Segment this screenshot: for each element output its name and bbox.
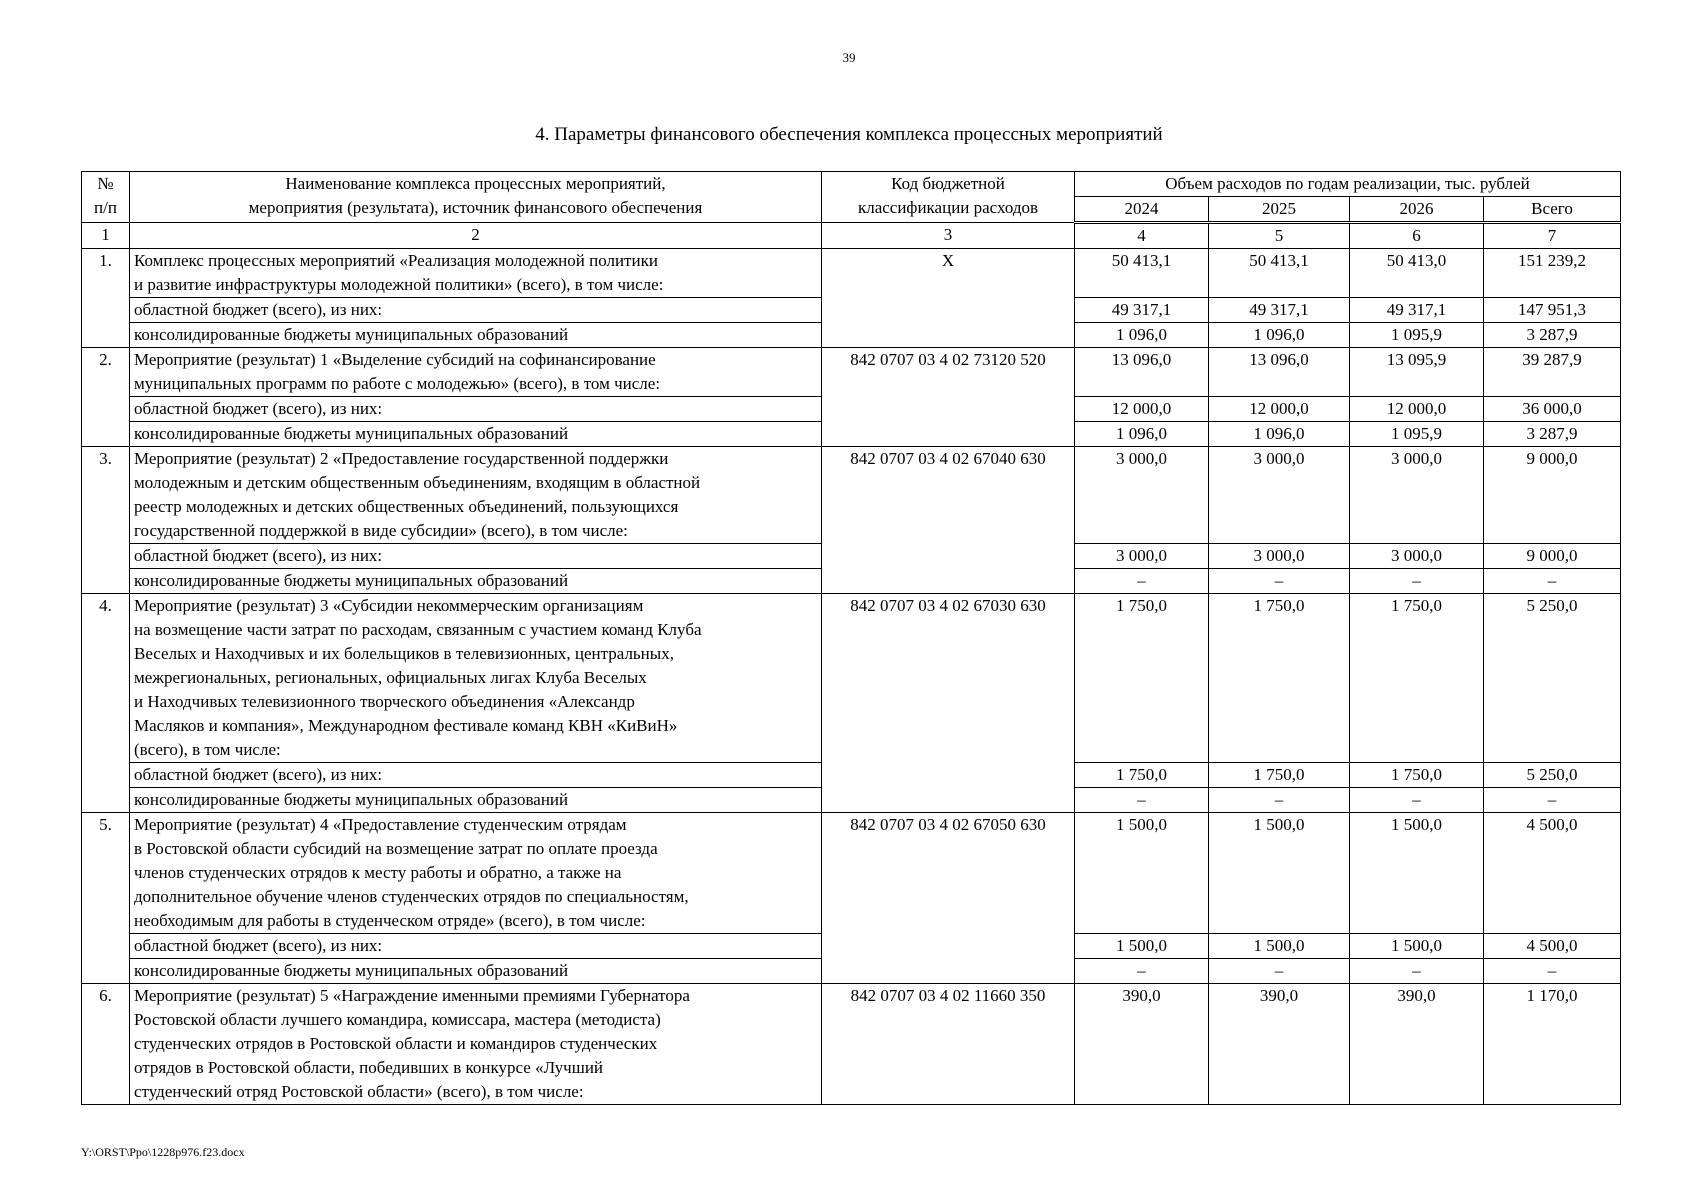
subrow-value: 3 287,9 (1484, 323, 1621, 348)
row-budget-code: 842 0707 03 4 02 67040 630 (822, 447, 1075, 594)
row-name: Мероприятие (результат) 4 «Предоставление студенческим отрядам в Ростовской области субсидий на возмещение затрат по оплате проезда членов студенческих отрядов к месту работы и обратно, а также на дополнительное обучение членов студенческих отрядов по специальностям, необходимым для работы в студенческом отряде» (всего), в том числе: (130, 813, 822, 934)
header-num: № п/п (82, 172, 130, 223)
row-name: Мероприятие (результат) 1 «Выделение субсидий на софинансирование муниципальных программ по работе с молодежью» (всего), в том числе: (130, 348, 822, 397)
column-number: 4 (1075, 223, 1209, 249)
column-number: 5 (1209, 223, 1350, 249)
subrow-value: 12 000,0 (1350, 397, 1484, 422)
row-number: 6. (82, 984, 130, 1105)
subrow-value: 9 000,0 (1484, 544, 1621, 569)
subrow-value: 3 000,0 (1075, 544, 1209, 569)
subrow-source: областной бюджет (всего), из них: (130, 544, 822, 569)
header-row (82, 172, 1621, 197)
row-value: 3 000,0 (1209, 447, 1350, 544)
header-total: Всего (1484, 197, 1621, 223)
subrow-value: 1 096,0 (1075, 323, 1209, 348)
row-value: 390,0 (1350, 984, 1484, 1105)
subrow-value: 1 750,0 (1350, 763, 1484, 788)
subrow-source: областной бюджет (всего), из них: (130, 397, 822, 422)
row-value: 13 095,9 (1350, 348, 1484, 397)
subrow-value: – (1484, 788, 1621, 813)
row-number: 4. (82, 594, 130, 813)
column-number-row (82, 223, 1621, 249)
subrow-value: 1 750,0 (1075, 763, 1209, 788)
row-value: 1 750,0 (1350, 594, 1484, 763)
table-row (82, 348, 1621, 397)
subrow-value: 1 500,0 (1350, 934, 1484, 959)
financing-table (81, 171, 1621, 1105)
header-name: Наименование комплекса процессных мероприятий, мероприятия (результата), источник финансового обеспечения (130, 172, 822, 223)
subrow-value: 147 951,3 (1484, 298, 1621, 323)
row-value: 39 287,9 (1484, 348, 1621, 397)
table-row (82, 447, 1621, 544)
row-name: Мероприятие (результат) 2 «Предоставление государственной поддержки молодежным и детским общественным объединениям, входящим в областной реестр молодежных и детских общественных объединений, пользующихся государственной поддержкой в виде субсидии» (всего), в том числе: (130, 447, 822, 544)
subrow-value: 1 096,0 (1209, 323, 1350, 348)
table-body (82, 249, 1621, 1105)
row-value: 5 250,0 (1484, 594, 1621, 763)
row-value: 50 413,1 (1075, 249, 1209, 298)
subrow-source: консолидированные бюджеты муниципальных образований (130, 323, 822, 348)
row-value: 50 413,1 (1209, 249, 1350, 298)
row-value: 1 750,0 (1209, 594, 1350, 763)
subrow-source: областной бюджет (всего), из них: (130, 298, 822, 323)
row-value: 151 239,2 (1484, 249, 1621, 298)
row-value: 1 170,0 (1484, 984, 1621, 1105)
subrow-value: 1 500,0 (1209, 934, 1350, 959)
subrow-value: 3 000,0 (1209, 544, 1350, 569)
row-budget-code: 842 0707 03 4 02 67030 630 (822, 594, 1075, 813)
table-row (82, 813, 1621, 934)
column-number: 6 (1350, 223, 1484, 249)
header-volume: Объем расходов по годам реализации, тыс. рублей (1075, 172, 1621, 197)
subrow-value: 3 000,0 (1350, 544, 1484, 569)
row-number: 5. (82, 813, 130, 984)
header-year-2026: 2026 (1350, 197, 1484, 223)
subrow-value: 49 317,1 (1209, 298, 1350, 323)
row-value: 390,0 (1209, 984, 1350, 1105)
row-value: 9 000,0 (1484, 447, 1621, 544)
subrow-value: 12 000,0 (1209, 397, 1350, 422)
subrow-value: 1 095,9 (1350, 422, 1484, 447)
row-value: 1 500,0 (1209, 813, 1350, 934)
subrow-value: – (1350, 569, 1484, 594)
row-budget-code: 842 0707 03 4 02 11660 350 (822, 984, 1075, 1105)
row-number: 1. (82, 249, 130, 348)
row-name: Комплекс процессных мероприятий «Реализация молодежной политики и развитие инфраструктуры молодежной политики» (всего), в том числе: (130, 249, 822, 298)
subrow-value: – (1484, 569, 1621, 594)
header-year-2025: 2025 (1209, 197, 1350, 223)
subrow-source: консолидированные бюджеты муниципальных образований (130, 959, 822, 984)
subrow-value: 4 500,0 (1484, 934, 1621, 959)
table-row (82, 984, 1621, 1105)
subrow-value: 49 317,1 (1350, 298, 1484, 323)
subrow-value: – (1075, 569, 1209, 594)
subrow-value: – (1350, 788, 1484, 813)
subrow-value: – (1209, 569, 1350, 594)
row-value: 3 000,0 (1075, 447, 1209, 544)
row-value: 13 096,0 (1075, 348, 1209, 397)
footer-file-path: Y:\ORST\Ppo\1228p976.f23.docx (81, 1145, 245, 1159)
subrow-value: 12 000,0 (1075, 397, 1209, 422)
subrow-source: консолидированные бюджеты муниципальных образований (130, 422, 822, 447)
column-number: 7 (1484, 223, 1621, 249)
column-number: 2 (130, 223, 822, 249)
subrow-value: 1 750,0 (1209, 763, 1350, 788)
column-number: 3 (822, 223, 1075, 249)
row-value: 1 750,0 (1075, 594, 1209, 763)
header-code: Код бюджетной классификации расходов (822, 172, 1075, 223)
subrow-value: 1 096,0 (1209, 422, 1350, 447)
row-budget-code: Х (822, 249, 1075, 348)
subrow-value: – (1075, 788, 1209, 813)
subrow-value: – (1209, 959, 1350, 984)
subrow-value: – (1350, 959, 1484, 984)
subrow-source: областной бюджет (всего), из них: (130, 763, 822, 788)
row-name: Мероприятие (результат) 3 «Субсидии некоммерческим организациям на возмещение части затрат по расходам, связанным с участием команд Клуба Веселых и Находчивых и их болельщиков в телевизионных, центральных, межрегиональных, региональных, официальных лигах Клуба Веселых и Находчивых телевизионного творческого объединения «Александр Масляков и компания», Международном фестивале команд КВН «КиВиН» (всего), в том числе: (130, 594, 822, 763)
subrow-source: областной бюджет (всего), из них: (130, 934, 822, 959)
column-number: 1 (82, 223, 130, 249)
row-number: 2. (82, 348, 130, 447)
table-row (82, 594, 1621, 763)
row-value: 13 096,0 (1209, 348, 1350, 397)
subrow-value: 1 500,0 (1075, 934, 1209, 959)
row-value: 50 413,0 (1350, 249, 1484, 298)
subrow-value: 3 287,9 (1484, 422, 1621, 447)
document-title: 4. Параметры финансового обеспечения комплекса процессных мероприятий (535, 124, 1163, 145)
row-value: 3 000,0 (1350, 447, 1484, 544)
row-value: 1 500,0 (1075, 813, 1209, 934)
row-budget-code: 842 0707 03 4 02 73120 520 (822, 348, 1075, 447)
table-row (82, 249, 1621, 298)
subrow-value: 36 000,0 (1484, 397, 1621, 422)
subrow-value: 49 317,1 (1075, 298, 1209, 323)
subrow-value: 5 250,0 (1484, 763, 1621, 788)
row-budget-code: 842 0707 03 4 02 67050 630 (822, 813, 1075, 984)
row-value: 4 500,0 (1484, 813, 1621, 934)
page-number: 39 (842, 50, 856, 65)
row-value: 390,0 (1075, 984, 1209, 1105)
subrow-source: консолидированные бюджеты муниципальных образований (130, 788, 822, 813)
row-name: Мероприятие (результат) 5 «Награждение именными премиями Губернатора Ростовской области лучшего командира, комиссара, мастера (методиста) студенческих отрядов в Ростовской области и командиров студенческих отрядов в Ростовской области, победивших в конкурсе «Лучший студенческий отряд Ростовской области» (всего), в том числе: (130, 984, 822, 1105)
subrow-value: 1 095,9 (1350, 323, 1484, 348)
row-value: 1 500,0 (1350, 813, 1484, 934)
header-year-2024: 2024 (1075, 197, 1209, 223)
subrow-value: – (1209, 788, 1350, 813)
row-number: 3. (82, 447, 130, 594)
subrow-value: – (1075, 959, 1209, 984)
subrow-source: консолидированные бюджеты муниципальных образований (130, 569, 822, 594)
subrow-value: 1 096,0 (1075, 422, 1209, 447)
subrow-value: – (1484, 959, 1621, 984)
